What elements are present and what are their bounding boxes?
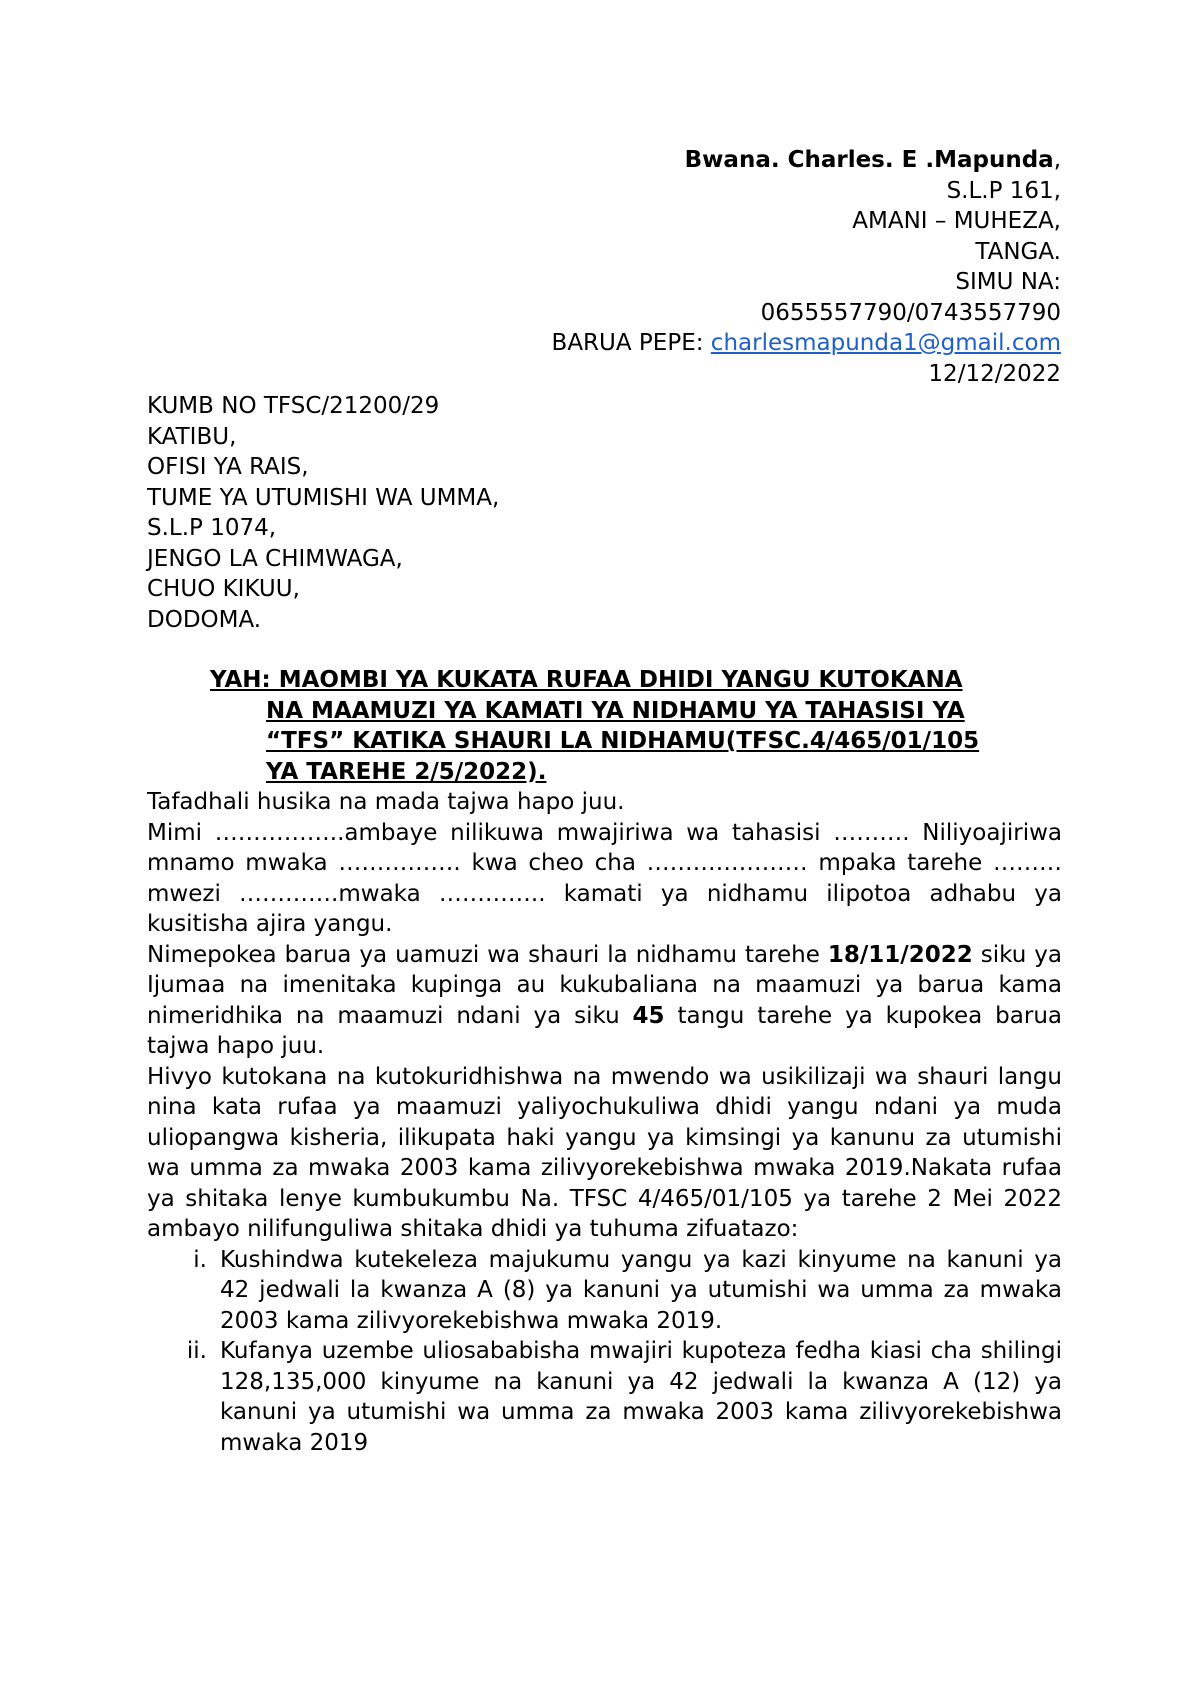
recipient-line: DODOMA. (147, 606, 262, 633)
sender-email-line (480, 328, 1061, 359)
sender-address-line-1: S.L.P 161, (946, 177, 1061, 204)
letter-date: 12/12/2022 (928, 360, 1061, 387)
recipient-address-block (147, 391, 1062, 635)
sender-address-line-2: AMANI – MUHEZA, (852, 208, 1061, 234)
paragraph-employment-details: Mimi ……………..ambaye nilikuwa mwajiriwa wa tahasisi ………. Niliyoajiriwa mnamo mwaka ……………. kwa cheo cha ………………… mpaka tarehe ………mwezi ………….mwaka ………….. kamati ya nidhamu ilipotoa adhabu ya kusitisha ajira yangu. (147, 819, 1062, 937)
sender-email-label: BARUA PEPE: (551, 330, 711, 356)
sender-name-suffix: , (1053, 147, 1061, 173)
paragraph-text: tangu tarehe ya kupokea barua tajwa hapo juu. (147, 1002, 1062, 1059)
subject-line-3: “TFS” KATIKA SHAURI LA NIDHAMU(TFSC.4/465/01/105 (266, 728, 980, 754)
sender-address-line-3: TANGA. (975, 238, 1061, 265)
appeal-days: 45 (632, 1002, 665, 1029)
paragraph-text: Nimepokea barua ya uamuzi wa shauri la nidhamu tarehe (147, 941, 828, 968)
sender-address-block (480, 145, 1061, 389)
recipient-line: JENGO LA CHIMWAGA, (147, 545, 403, 572)
subject-line-1: YAH: MAOMBI YA KUKATA RUFAA DHIDI YANGU KUTOKANA (210, 667, 963, 693)
sender-name: Bwana. Charles. E .Mapunda (684, 147, 1054, 173)
sender-name-line (480, 145, 1061, 176)
recipient-line: KATIBU, (147, 423, 237, 450)
paragraph-decision-received (147, 940, 1062, 1062)
subject-heading (147, 665, 1062, 787)
sender-phone-number: 0655557790/0743557790 (760, 299, 1061, 326)
list-item (147, 1336, 1062, 1458)
decision-date: 18/11/2022 (827, 941, 973, 968)
recipient-line: CHUO KIKUU, (147, 576, 300, 602)
sender-phone-label: SIMU NA: (955, 269, 1061, 295)
list-item (147, 1245, 1062, 1337)
greeting: Tafadhali husika na mada tajwa hapo juu. (147, 789, 625, 815)
charge-text: Kushindwa kutekeleza majukumu yangu ya kazi kinyume na kanuni ya 42 jedwali la kwanza A (8) ya kanuni ya utumishi wa umma za mwaka 2003 kama zilivyorekebishwa mwaka 2019. (220, 1246, 1062, 1334)
charges-list (147, 1245, 1062, 1459)
subject-line-2: NA MAAMUZI YA KAMATI YA NIDHAMU YA TAHASISI YA (266, 697, 965, 724)
recipient-line: S.L.P 1074, (147, 515, 277, 541)
sender-email-link[interactable]: charlesmapunda1@gmail.com (710, 330, 1061, 356)
subject-line-4: YA TAREHE 2/5/2022). (266, 758, 547, 785)
paragraph-appeal: Hivyo kutokana na kutokuridhishwa na mwendo wa usikilizaji wa shauri langu nina kata rufaa ya maamuzi yaliyochukuliwa dhidi yangu ndani ya muda uliopangwa kisheria, ilikupata haki yangu ya kimsingi ya kanunu za utumishi wa umma za mwaka 2003 kama zilivyorekebishwa mwaka 2019.Nakata rufaa ya shitaka lenye kumbukumbu Na. TFSC 4/465/01/105 ya tarehe 2 Mei 2022 ambayo nilifunguliwa shitaka dhidi ya tuhuma zifuatazo: (147, 1063, 1062, 1242)
paragraph-text: siku ya Ijumaa na imenitaka kupinga au kukubaliana na maamuzi ya barua kama nimeridhika na maamuzi ndani ya siku (147, 941, 1062, 1029)
reference-number: KUMB NO TFSC/21200/29 (147, 393, 440, 419)
recipient-line: OFISI YA RAIS, (147, 454, 309, 480)
charge-text: Kufanya uzembe uliosababisha mwajiri kupoteza fedha kiasi cha shilingi 128,135,000 kinyume na kanuni ya 42 jedwali la kwanza A (12) ya kanuni ya utumishi wa umma za mwaka 2003 kama zilivyorekebishwa mwaka 2019 (220, 1338, 1062, 1456)
recipient-line: TUME YA UTUMISHI WA UMMA, (147, 484, 500, 511)
list-marker: ii. (186, 1338, 207, 1364)
letter-body (147, 787, 1062, 1458)
list-marker: i. (193, 1246, 207, 1273)
